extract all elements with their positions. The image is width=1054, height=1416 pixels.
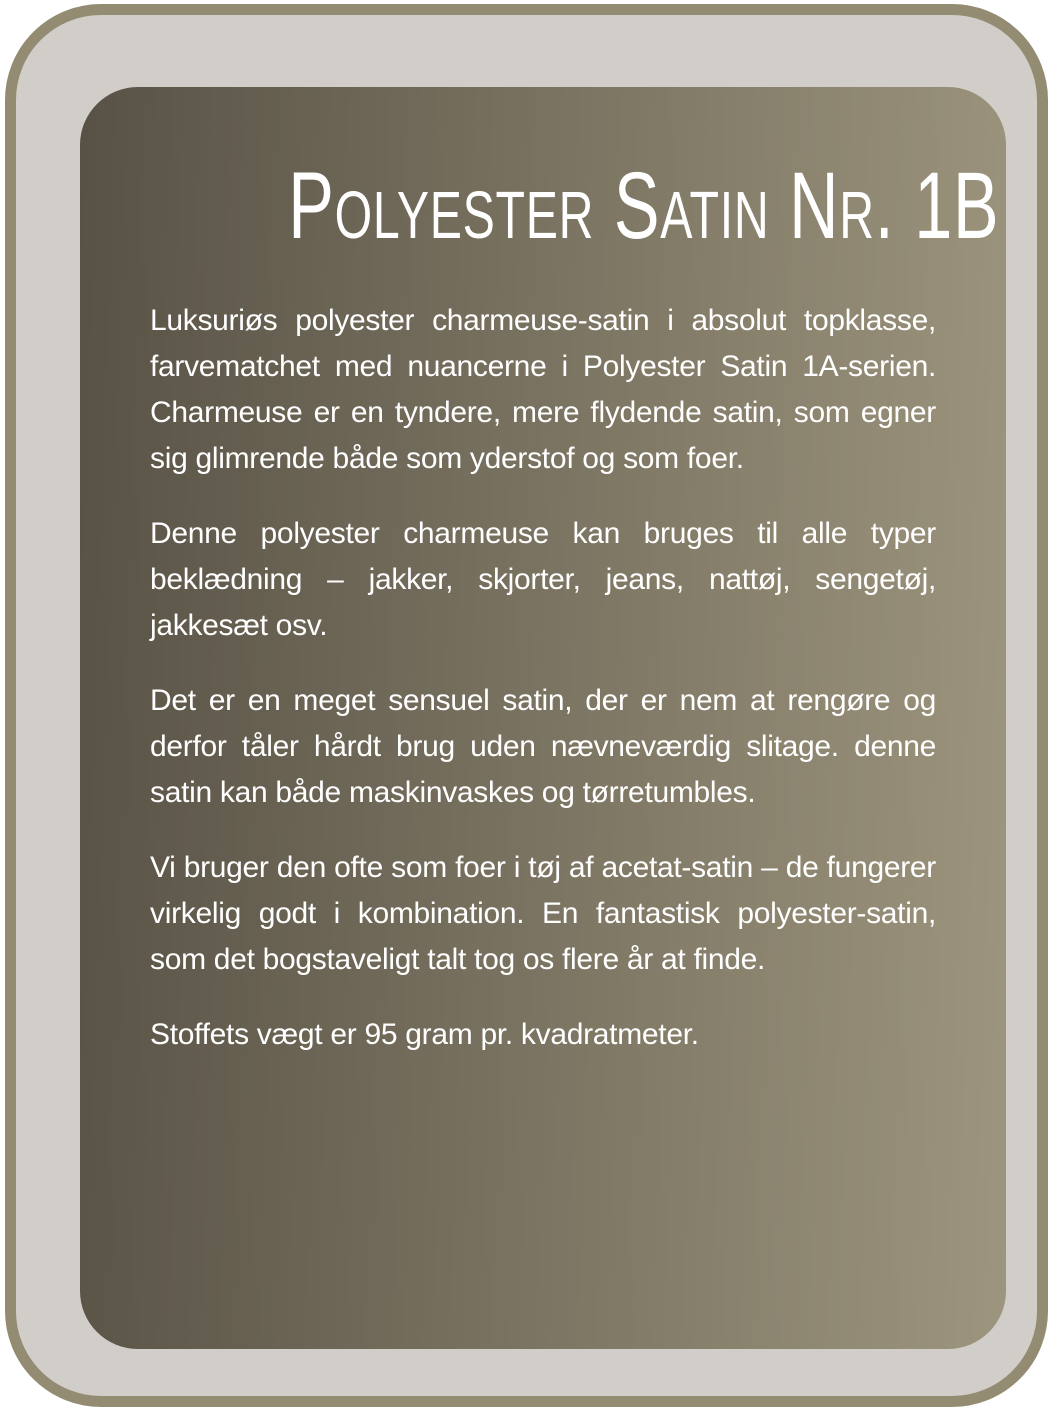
product-title-row (150, 153, 1000, 259)
description-paragraph: Denne polyester charmeuse kan bruges til alle typer beklædning – jakker, skjorter, jeans, nattøj, sengetøj, jakkesæt osv. (150, 517, 936, 642)
description-paragraph: Det er en meget sensuel satin, der er nem at rengøre og derfor tåler hårdt brug uden nævneværdig slitage. denne satin kan både maskinvaskes og tørretumbles. (150, 684, 936, 809)
description-paragraph: Luksuriøs polyester charmeuse-satin i absolut topklasse, farvematchet med nuancerne i Polyester Satin 1A-serien. Charmeuse er en tyndere, mere flydende satin, som egner sig glimrende både som yderstof og som foer. (150, 304, 936, 475)
product-description (150, 298, 936, 1058)
product-title: Polyester Satin Nr. 1B (288, 153, 1000, 259)
card-frame (5, 4, 1048, 1407)
fabric-weight-note: Stoffets vægt er 95 gram pr. kvadratmeter. (150, 1018, 699, 1051)
product-card (80, 87, 1006, 1349)
description-paragraph: Vi bruger den ofte som foer i tøj af acetat-satin – de fungerer virkelig godt i kombination. En fantastisk polyester-satin, som det bogstaveligt talt tog os flere år at finde. (150, 851, 936, 976)
